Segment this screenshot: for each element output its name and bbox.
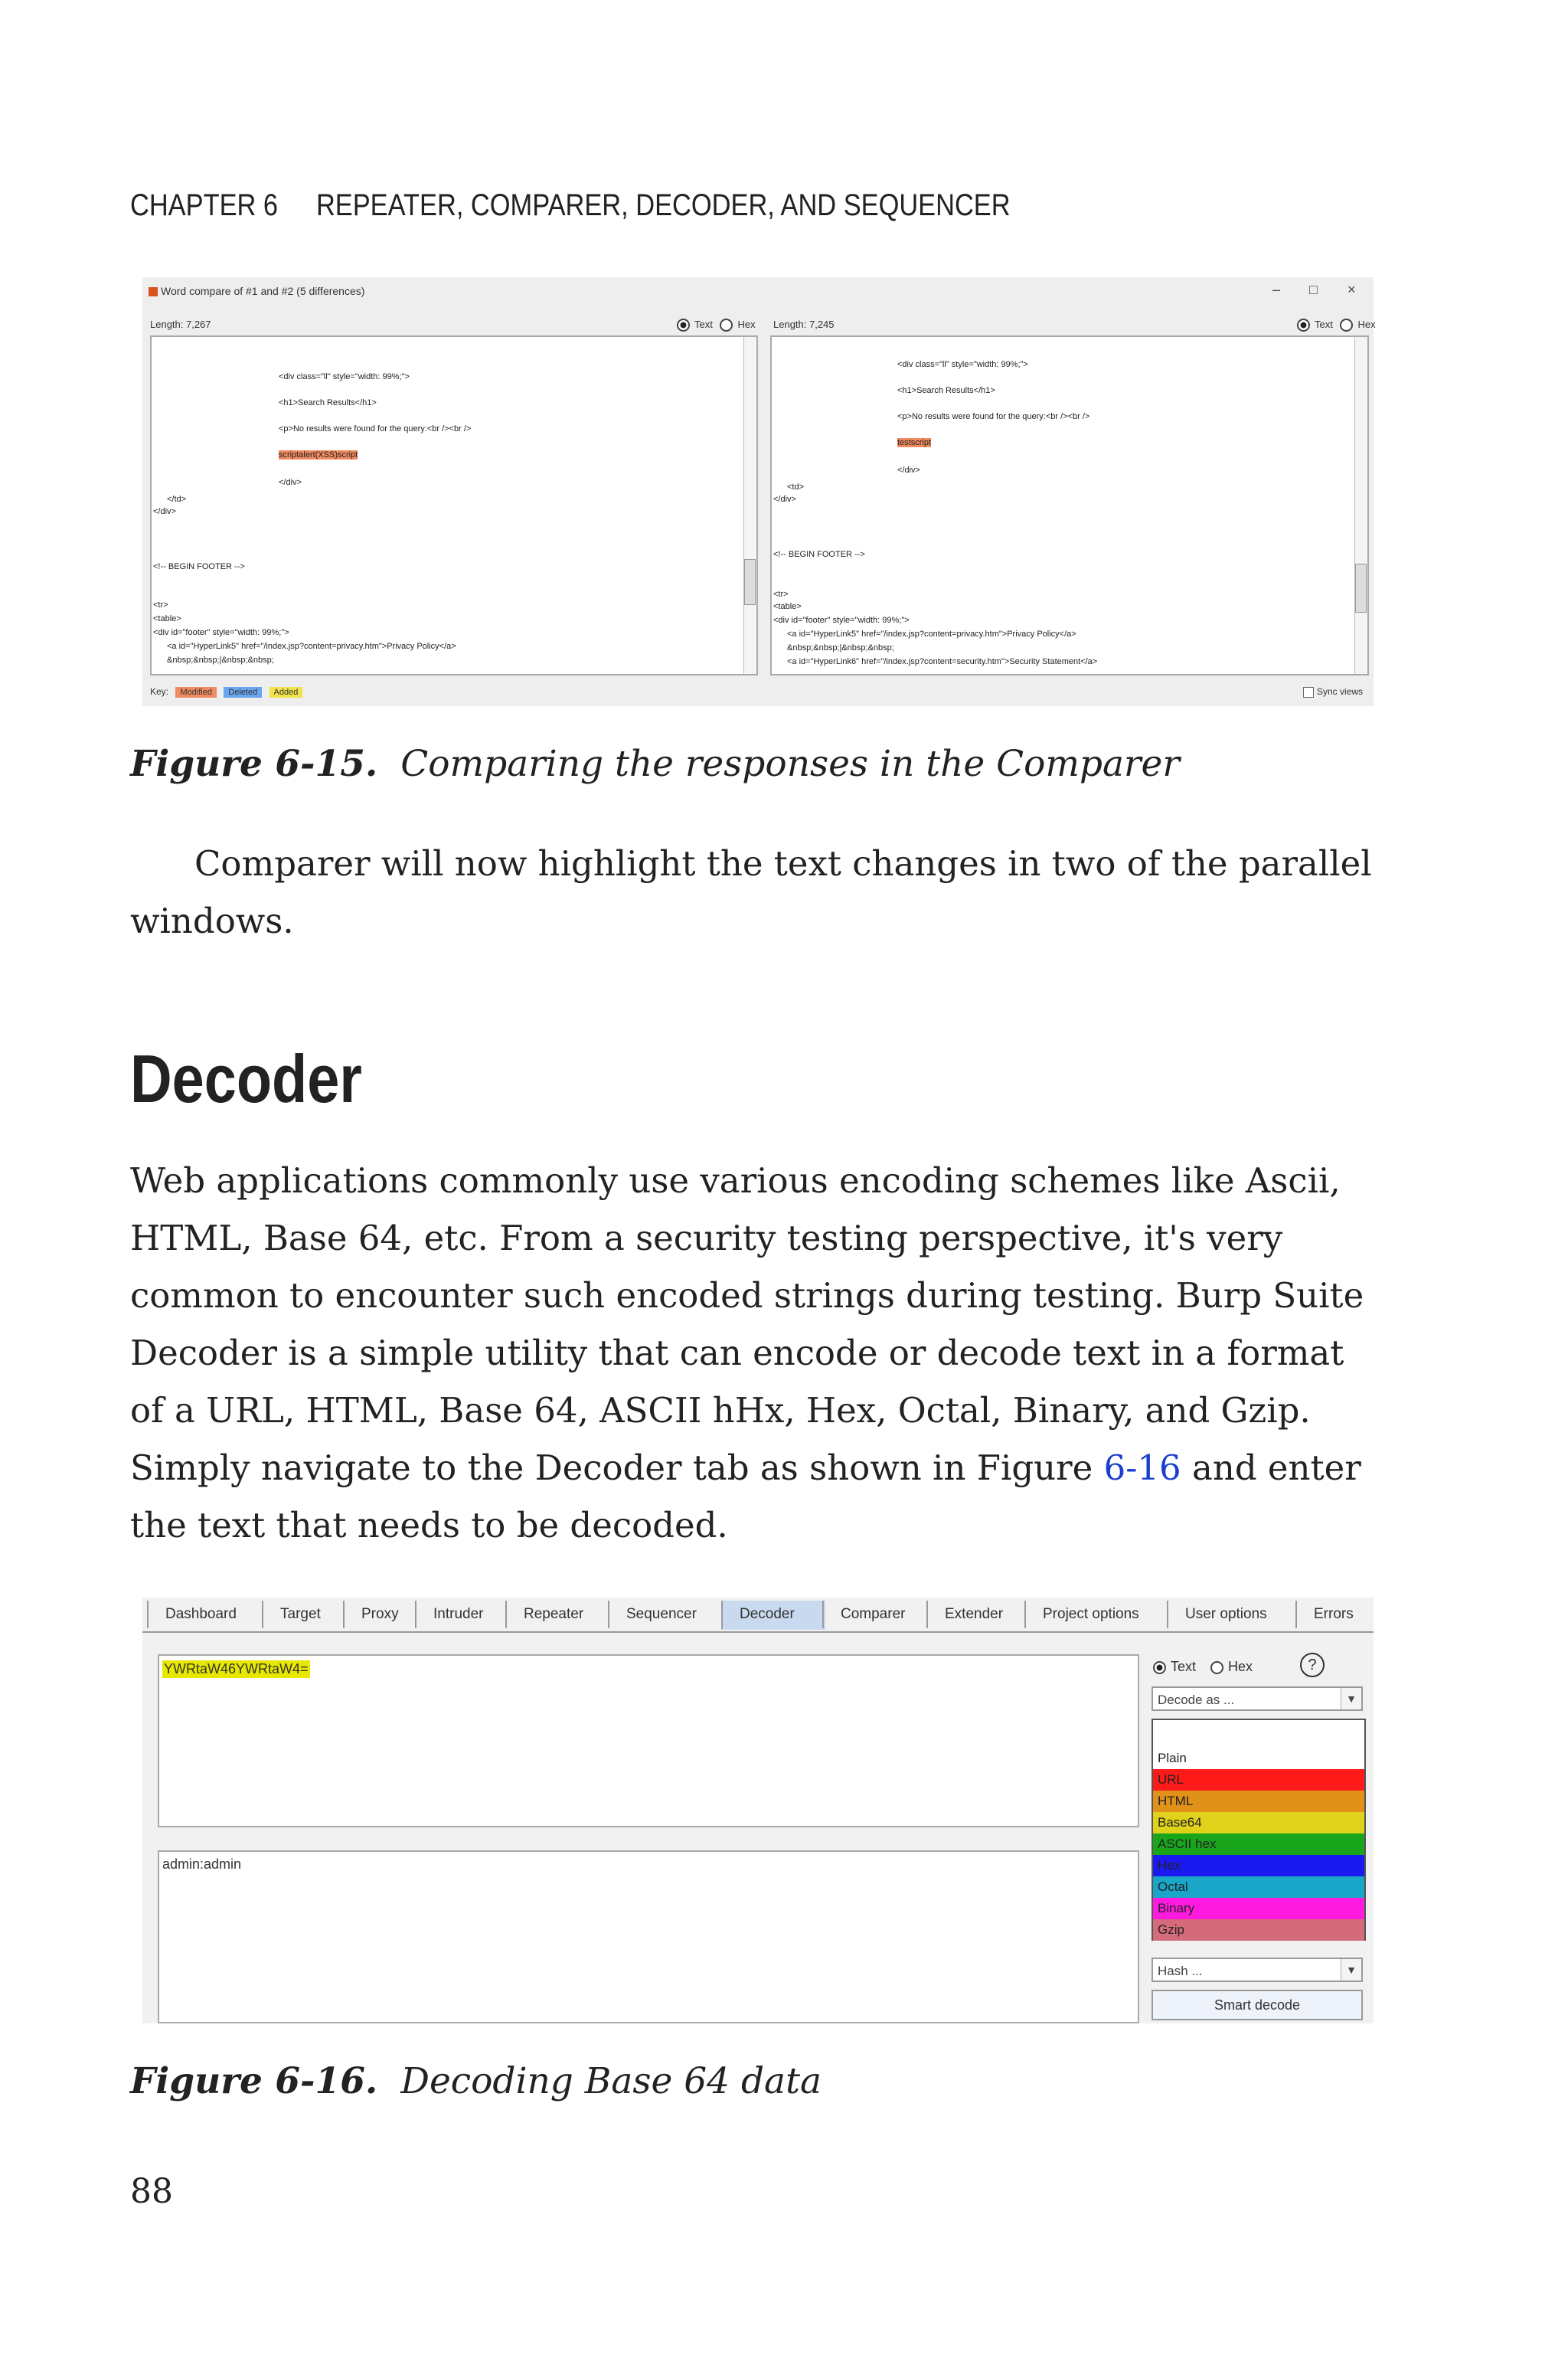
code-line: <div class="ll" style="width: 99%;"> [279,372,410,381]
code-line: <h1>Search Results</h1> [279,398,377,407]
code-line: <a id="HyperLink5" href="/index.jsp?content=privacy.htm">Privacy Policy</a> [787,630,1076,639]
minimize-button[interactable]: – [1272,282,1281,297]
code-line: </div> [153,507,176,516]
tab-extender[interactable]: Extender [926,1601,1003,1628]
code-line: <!-- BEGIN FOOTER --> [153,562,245,571]
code-line: <div id="footer" style="width: 99%;"> [153,628,289,637]
caption-text: Decoding Base 64 data [400,2060,822,2102]
code-line: <a id="HyperLink6" href="/index.jsp?content=security.htm">Security Statement</a> [787,657,1098,666]
radio-off-icon [1340,319,1353,332]
right-view-mode[interactable]: Text Hex [1297,319,1376,332]
left-scrollbar[interactable] [743,337,756,674]
caption-text: Comparing the responses in the Comparer [400,743,1180,785]
right-length-label: Length: 7,245 [773,319,835,330]
maximize-button[interactable]: □ [1309,282,1318,297]
decode-as-dropdown[interactable] [1152,1719,1366,1941]
chevron-down-icon: ▼ [1341,1688,1361,1709]
running-header [130,188,1011,223]
code-line: </div> [773,495,796,504]
dropdown-item-gzip[interactable]: Gzip [1153,1919,1364,1941]
code-line: <p>No results were found for the query:<br /><br /> [279,424,472,433]
sync-views-checkbox[interactable]: Sync views [1303,686,1363,698]
section-heading: Decoder [130,1041,362,1117]
encoded-input-text: YWRtaW46YWRtaW4= [164,1661,309,1676]
figure-6-15-caption [130,743,1180,785]
paragraph-decoder: Web applications commonly use various encoding schemes like Ascii, HTML, Base 64, etc. From a security testing perspective, it's very common to encounter such encoded strings during testing. Burp Suite Decoder is a simple utility that can encode or decode text in a format of a URL, HTML, Base 64, ASCII hHx, Hex, Octal, Binary, and Gzip. Simply navigate to the Decoder tab as shown in Figure 6-16 and enter the text that needs to be decoded. [130,1160,1364,1546]
modified-line: testscript [897,438,932,447]
close-button[interactable]: × [1348,282,1356,297]
decoder-output-area[interactable] [158,1850,1139,2023]
dropdown-item-plain[interactable]: Plain [1153,1748,1364,1769]
tab-comparer[interactable]: Comparer [822,1601,905,1628]
radio-off-icon [720,319,733,332]
hash-select[interactable]: Hash ... ▼ [1152,1958,1363,1982]
code-line: </td> [167,495,187,504]
code-line: &nbsp;&nbsp;|&nbsp;&nbsp; [787,643,894,653]
chevron-down-icon: ▼ [1341,1959,1361,1981]
tab-target[interactable]: Target [262,1601,321,1628]
code-line: <td> [787,482,805,492]
decoded-output-text: admin:admin [162,1856,242,1872]
code-line: </div> [279,478,302,487]
input-format-radio[interactable]: Text Hex [1153,1659,1253,1675]
tab-user-options[interactable]: User options [1167,1601,1267,1628]
right-response-pane[interactable] [770,335,1369,675]
code-line: <div id="footer" style="width: 99%;"> [773,616,910,625]
dropdown-item-html[interactable]: HTML [1153,1791,1364,1812]
tab-proxy[interactable]: Proxy [343,1601,399,1628]
figure-link[interactable]: 6-16 [1103,1447,1181,1488]
code-line: <h1>Search Results</h1> [897,386,995,395]
code-line: <tr> [773,590,789,599]
code-line: <tr> [153,600,168,610]
dropdown-item-ascii-hex[interactable]: ASCII hex [1153,1833,1364,1855]
radio-on-icon [1153,1661,1166,1674]
modified-line: scriptalert(XSS)script [279,450,358,460]
left-length-label: Length: 7,267 [150,319,211,330]
figure-6-16-caption [130,2060,822,2102]
comparer-window-title: Word compare of #1 and #2 (5 differences) [149,285,364,297]
code-line: <div class="ll" style="width: 99%;"> [897,360,1028,369]
code-line: <a id="HyperLink5" href="/index.jsp?content=privacy.htm">Privacy Policy</a> [167,642,456,651]
key-deleted: Deleted [224,687,262,698]
code-line: <table> [153,614,181,623]
code-line: <table> [773,602,802,611]
dropdown-item-hex[interactable]: Hex [1153,1855,1364,1876]
chapter-number: CHAPTER 6 [130,188,279,222]
left-response-pane[interactable] [150,335,758,675]
page-number: 88 [130,2172,173,2211]
help-icon[interactable]: ? [1300,1653,1325,1677]
right-scrollbar[interactable] [1354,337,1367,674]
dropdown-item-octal[interactable]: Octal [1153,1876,1364,1898]
tab-dashboard[interactable]: Dashboard [147,1601,237,1628]
burp-app-icon [149,287,158,296]
decode-as-select[interactable]: Decode as ... ▼ [1152,1686,1363,1711]
decoder-input-area[interactable] [158,1654,1139,1827]
smart-decode-button[interactable]: Smart decode [1152,1990,1363,2020]
burp-tab-bar [142,1598,1374,1633]
dropdown-item-url[interactable]: URL [1153,1769,1364,1791]
diff-key: Key: Modified Deleted Added [150,686,302,698]
code-line: &nbsp;&nbsp;|&nbsp;&nbsp; [167,656,274,665]
radio-on-icon [1297,319,1310,332]
key-modified: Modified [175,687,217,698]
caption-label: Figure 6-16. [130,2060,378,2102]
scroll-thumb[interactable] [744,559,756,605]
paragraph-comparer: Comparer will now highlight the text changes in two of the parallel windows. [130,843,1372,941]
radio-on-icon [677,319,690,332]
dropdown-item-base64[interactable]: Base64 [1153,1812,1364,1833]
tab-sequencer[interactable]: Sequencer [608,1601,697,1628]
tab-decoder[interactable]: Decoder [721,1601,825,1630]
scroll-thumb[interactable] [1355,564,1367,613]
dropdown-item-binary[interactable]: Binary [1153,1898,1364,1919]
chapter-title: REPEATER, COMPARER, DECODER, AND SEQUENCER [315,188,1011,222]
tab-project-options[interactable]: Project options [1024,1601,1139,1628]
caption-label: Figure 6-15. [130,743,378,785]
code-line: </div> [897,466,920,475]
tab-repeater[interactable]: Repeater [505,1601,583,1628]
checkbox-icon [1303,687,1314,698]
key-added: Added [270,687,303,698]
left-view-mode[interactable]: Text Hex [677,319,756,332]
tab-intruder[interactable]: Intruder [415,1601,483,1628]
comparer-screenshot [142,277,1374,706]
code-line: <p>No results were found for the query:<br /><br /> [897,412,1090,421]
radio-off-icon [1210,1661,1223,1674]
tab-errors[interactable]: Errors [1295,1601,1354,1628]
code-line: <!-- BEGIN FOOTER --> [773,550,865,559]
